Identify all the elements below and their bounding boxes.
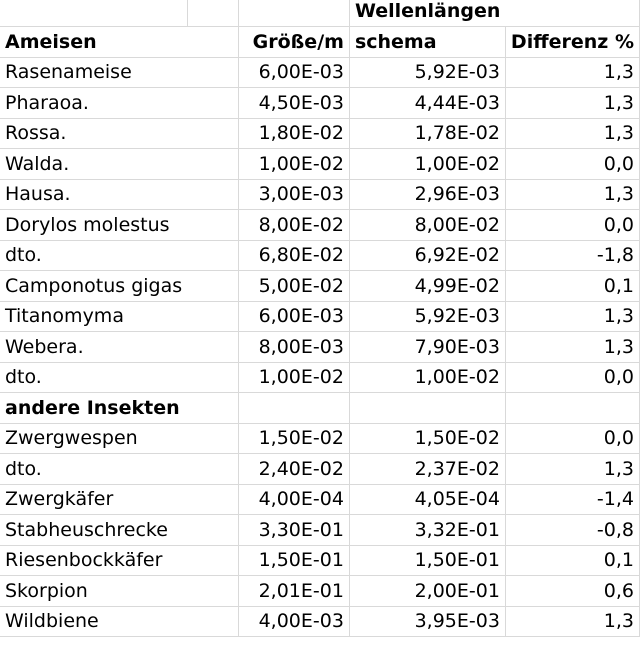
cell[interactable] (505, 393, 639, 424)
cell[interactable] (187, 149, 239, 180)
table-row (0, 484, 640, 515)
row-name[interactable]: Dorylos molestus (0, 210, 187, 241)
row-schema[interactable]: 4,05E-04 (349, 484, 505, 515)
row-size[interactable]: 1,80E-02 (239, 118, 350, 149)
row-name[interactable]: Webera. (0, 332, 187, 363)
row-difference[interactable]: 1,3 (505, 118, 639, 149)
row-name[interactable]: Zwergkäfer (0, 484, 187, 515)
cell[interactable] (349, 393, 505, 424)
header-row-top (0, 0, 640, 27)
row-name[interactable]: dto. (0, 454, 187, 485)
table-row (0, 576, 640, 607)
row-difference[interactable]: 1,3 (505, 88, 639, 119)
table-row (0, 240, 640, 271)
cell[interactable] (187, 0, 239, 27)
row-name[interactable]: Walda. (0, 149, 187, 180)
row-name[interactable]: Camponotus gigas (0, 271, 187, 302)
table-row (0, 271, 640, 302)
row-schema[interactable]: 1,78E-02 (349, 118, 505, 149)
row-name[interactable]: Riesenbockkäfer (0, 545, 187, 576)
row-schema[interactable]: 7,90E-03 (349, 332, 505, 363)
table-row (0, 362, 640, 393)
cell[interactable] (187, 88, 239, 119)
row-schema[interactable]: 2,96E-03 (349, 179, 505, 210)
cell[interactable] (187, 271, 239, 302)
row-difference[interactable]: 0,0 (505, 362, 639, 393)
cell[interactable] (187, 301, 239, 332)
row-difference[interactable]: 0,0 (505, 423, 639, 454)
row-difference[interactable]: -0,8 (505, 515, 639, 546)
row-schema[interactable]: 5,92E-03 (349, 301, 505, 332)
row-name[interactable]: dto. (0, 362, 187, 393)
row-size[interactable]: 8,00E-03 (239, 332, 350, 363)
row-size[interactable]: 2,40E-02 (239, 454, 350, 485)
row-name[interactable]: Stabheuschrecke (0, 515, 187, 546)
row-schema[interactable]: 1,50E-01 (349, 545, 505, 576)
row-size[interactable]: 1,50E-01 (239, 545, 350, 576)
row-size[interactable]: 2,01E-01 (239, 576, 350, 607)
cell[interactable] (187, 484, 239, 515)
row-name[interactable]: Zwergwespen (0, 423, 187, 454)
header-wellenlaengen[interactable]: Wellenlängen (349, 0, 505, 27)
row-size[interactable]: 6,80E-02 (239, 240, 350, 271)
table-row (0, 515, 640, 546)
row-name[interactable]: Rossa. (0, 118, 187, 149)
row-size[interactable]: 1,50E-02 (239, 423, 350, 454)
row-schema[interactable]: 4,99E-02 (349, 271, 505, 302)
row-size[interactable]: 4,50E-03 (239, 88, 350, 119)
cell[interactable] (187, 179, 239, 210)
cell[interactable] (187, 545, 239, 576)
row-size[interactable]: 5,00E-02 (239, 271, 350, 302)
row-schema[interactable]: 1,50E-02 (349, 423, 505, 454)
cell[interactable] (187, 454, 239, 485)
row-difference[interactable]: 1,3 (505, 301, 639, 332)
cell[interactable] (187, 118, 239, 149)
table-row (0, 545, 640, 576)
row-schema[interactable]: 6,92E-02 (349, 240, 505, 271)
table-row (0, 332, 640, 363)
cell[interactable] (187, 362, 239, 393)
row-size[interactable]: 4,00E-04 (239, 484, 350, 515)
cell[interactable] (187, 57, 239, 88)
row-difference[interactable]: 0,1 (505, 545, 639, 576)
row-difference[interactable]: 1,3 (505, 454, 639, 485)
row-schema[interactable]: 3,32E-01 (349, 515, 505, 546)
table-row (0, 454, 640, 485)
row-name[interactable]: Wildbiene (0, 606, 187, 637)
row-size[interactable]: 1,00E-02 (239, 149, 350, 180)
cell[interactable] (187, 332, 239, 363)
row-difference[interactable]: 0,0 (505, 149, 639, 180)
row-schema[interactable]: 4,44E-03 (349, 88, 505, 119)
row-name[interactable]: Skorpion (0, 576, 187, 607)
row-size[interactable]: 1,00E-02 (239, 362, 350, 393)
section-row (0, 393, 640, 424)
cell[interactable] (505, 0, 639, 27)
row-difference[interactable]: 1,3 (505, 57, 639, 88)
row-name[interactable]: dto. (0, 240, 187, 271)
row-size[interactable]: 3,00E-03 (239, 179, 350, 210)
row-size[interactable]: 6,00E-03 (239, 301, 350, 332)
header-row (0, 27, 640, 58)
row-schema[interactable]: 5,92E-03 (349, 57, 505, 88)
row-difference[interactable]: 0,1 (505, 271, 639, 302)
row-size[interactable]: 6,00E-03 (239, 57, 350, 88)
cell[interactable] (187, 515, 239, 546)
row-name[interactable]: Hausa. (0, 179, 187, 210)
cell[interactable] (187, 423, 239, 454)
row-schema[interactable]: 2,37E-02 (349, 454, 505, 485)
row-difference[interactable]: 1,3 (505, 179, 639, 210)
row-name[interactable]: Pharaoa. (0, 88, 187, 119)
table-row (0, 301, 640, 332)
table-row (0, 179, 640, 210)
cell[interactable] (0, 0, 187, 27)
row-schema[interactable]: 3,95E-03 (349, 606, 505, 637)
cell[interactable] (187, 210, 239, 241)
row-schema[interactable]: 1,00E-02 (349, 362, 505, 393)
row-name[interactable]: Titanomyma (0, 301, 187, 332)
row-difference[interactable]: -1,4 (505, 484, 639, 515)
row-size[interactable]: 4,00E-03 (239, 606, 350, 637)
table-row (0, 88, 640, 119)
table-row (0, 210, 640, 241)
row-schema[interactable]: 8,00E-02 (349, 210, 505, 241)
cell[interactable] (187, 240, 239, 271)
header-difference[interactable]: Differenz % (505, 27, 639, 58)
section-label[interactable]: andere Insekten (0, 393, 187, 424)
header-ameisen[interactable]: Ameisen (0, 27, 187, 58)
row-difference[interactable]: 1,3 (505, 606, 639, 637)
row-size[interactable]: 8,00E-02 (239, 210, 350, 241)
row-name[interactable]: Rasenameise (0, 57, 187, 88)
table-row (0, 149, 640, 180)
row-schema[interactable]: 1,00E-02 (349, 149, 505, 180)
cell[interactable] (187, 27, 239, 58)
cell[interactable] (187, 393, 239, 424)
row-difference[interactable]: 0,0 (505, 210, 639, 241)
header-size[interactable]: Größe/m (239, 27, 350, 58)
table-row (0, 423, 640, 454)
row-schema[interactable]: 2,00E-01 (349, 576, 505, 607)
cell[interactable] (239, 0, 350, 27)
cell[interactable] (239, 393, 350, 424)
row-difference[interactable]: -1,8 (505, 240, 639, 271)
table-row (0, 118, 640, 149)
row-difference[interactable]: 0,6 (505, 576, 639, 607)
header-schema[interactable]: schema (349, 27, 505, 58)
row-size[interactable]: 3,30E-01 (239, 515, 350, 546)
table-row (0, 57, 640, 88)
cell[interactable] (187, 606, 239, 637)
table-row (0, 606, 640, 637)
row-difference[interactable]: 1,3 (505, 332, 639, 363)
cell[interactable] (187, 576, 239, 607)
